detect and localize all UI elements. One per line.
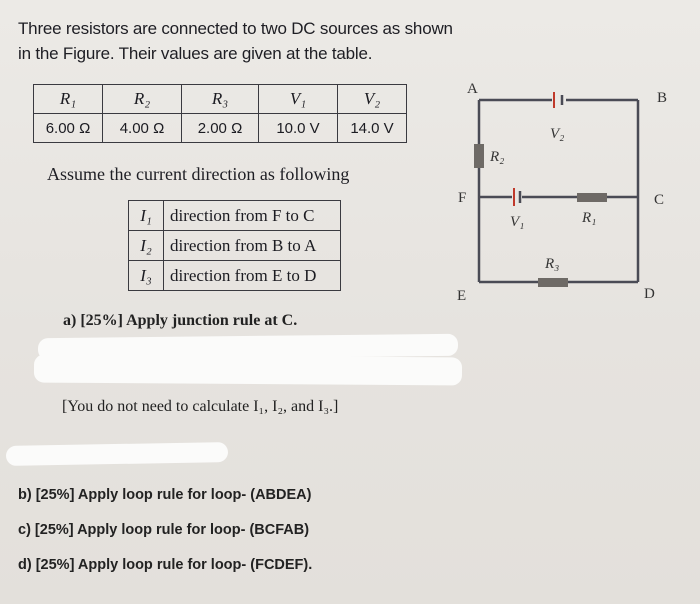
circuit-diagram xyxy=(450,76,700,306)
label-v1: V₁ xyxy=(510,214,525,230)
redaction-mark xyxy=(34,355,462,386)
current-row xyxy=(129,201,341,231)
calculation-note xyxy=(62,398,338,416)
current-name: I₁ xyxy=(129,201,164,231)
value-v1: 10.0 V xyxy=(259,114,338,143)
question-d: d) [25%] Apply loop rule for loop- (FCDEF). xyxy=(18,557,313,573)
header-r3: R₃ xyxy=(182,85,259,114)
node-label-b: B xyxy=(657,90,668,106)
current-direction: direction from B to A xyxy=(164,231,341,261)
current-direction: direction from E to D xyxy=(164,261,341,291)
label-r2: R₂ xyxy=(490,149,505,165)
current-direction: direction from F to C xyxy=(164,201,341,231)
current-name: I₃ xyxy=(129,261,164,291)
value-v2: 14.0 V xyxy=(338,114,407,143)
header-r1: R₁ xyxy=(34,85,103,114)
redaction-mark xyxy=(6,442,228,466)
current-name: I₂ xyxy=(129,231,164,261)
values-table-value-row xyxy=(34,114,407,143)
resistor-r1 xyxy=(577,193,607,202)
node-label-c: C xyxy=(654,192,665,208)
value-r3: 2.00 Ω xyxy=(182,114,259,143)
current-row xyxy=(129,261,341,291)
label-r3: R₃ xyxy=(545,256,560,272)
value-r1: 6.00 Ω xyxy=(34,114,103,143)
problem-intro: Three resistors are connected to two DC sources as shown in the Figure. Their values are given at the table. xyxy=(18,19,453,63)
assume-text: Assume the current direction as following xyxy=(47,164,350,184)
label-v2: V₂ xyxy=(550,126,565,142)
value-r2: 4.00 Ω xyxy=(103,114,182,143)
resistor-r2 xyxy=(474,144,484,168)
header-v2: V₂ xyxy=(338,85,407,114)
question-a: a) [25%] Apply junction rule at C. xyxy=(63,312,298,329)
header-v1: V₁ xyxy=(259,85,338,114)
question-c: c) [25%] Apply loop rule for loop- (BCFAB) xyxy=(18,522,310,538)
values-table xyxy=(33,84,407,143)
node-label-f: F xyxy=(458,190,467,206)
values-table-header-row xyxy=(34,85,407,114)
current-row xyxy=(129,231,341,261)
node-label-d: D xyxy=(644,286,655,302)
label-r1: R₁ xyxy=(582,210,597,226)
header-r2: R₂ xyxy=(103,85,182,114)
question-b: b) [25%] Apply loop rule for loop- (ABDEA) xyxy=(18,487,312,503)
resistor-r3 xyxy=(538,278,568,287)
node-label-a: A xyxy=(467,81,478,97)
current-direction-table xyxy=(128,200,341,291)
calculation-note-text: [You do not need to calculate I₁, I₂, and I₃.] xyxy=(62,398,339,415)
node-label-e: E xyxy=(457,288,467,304)
